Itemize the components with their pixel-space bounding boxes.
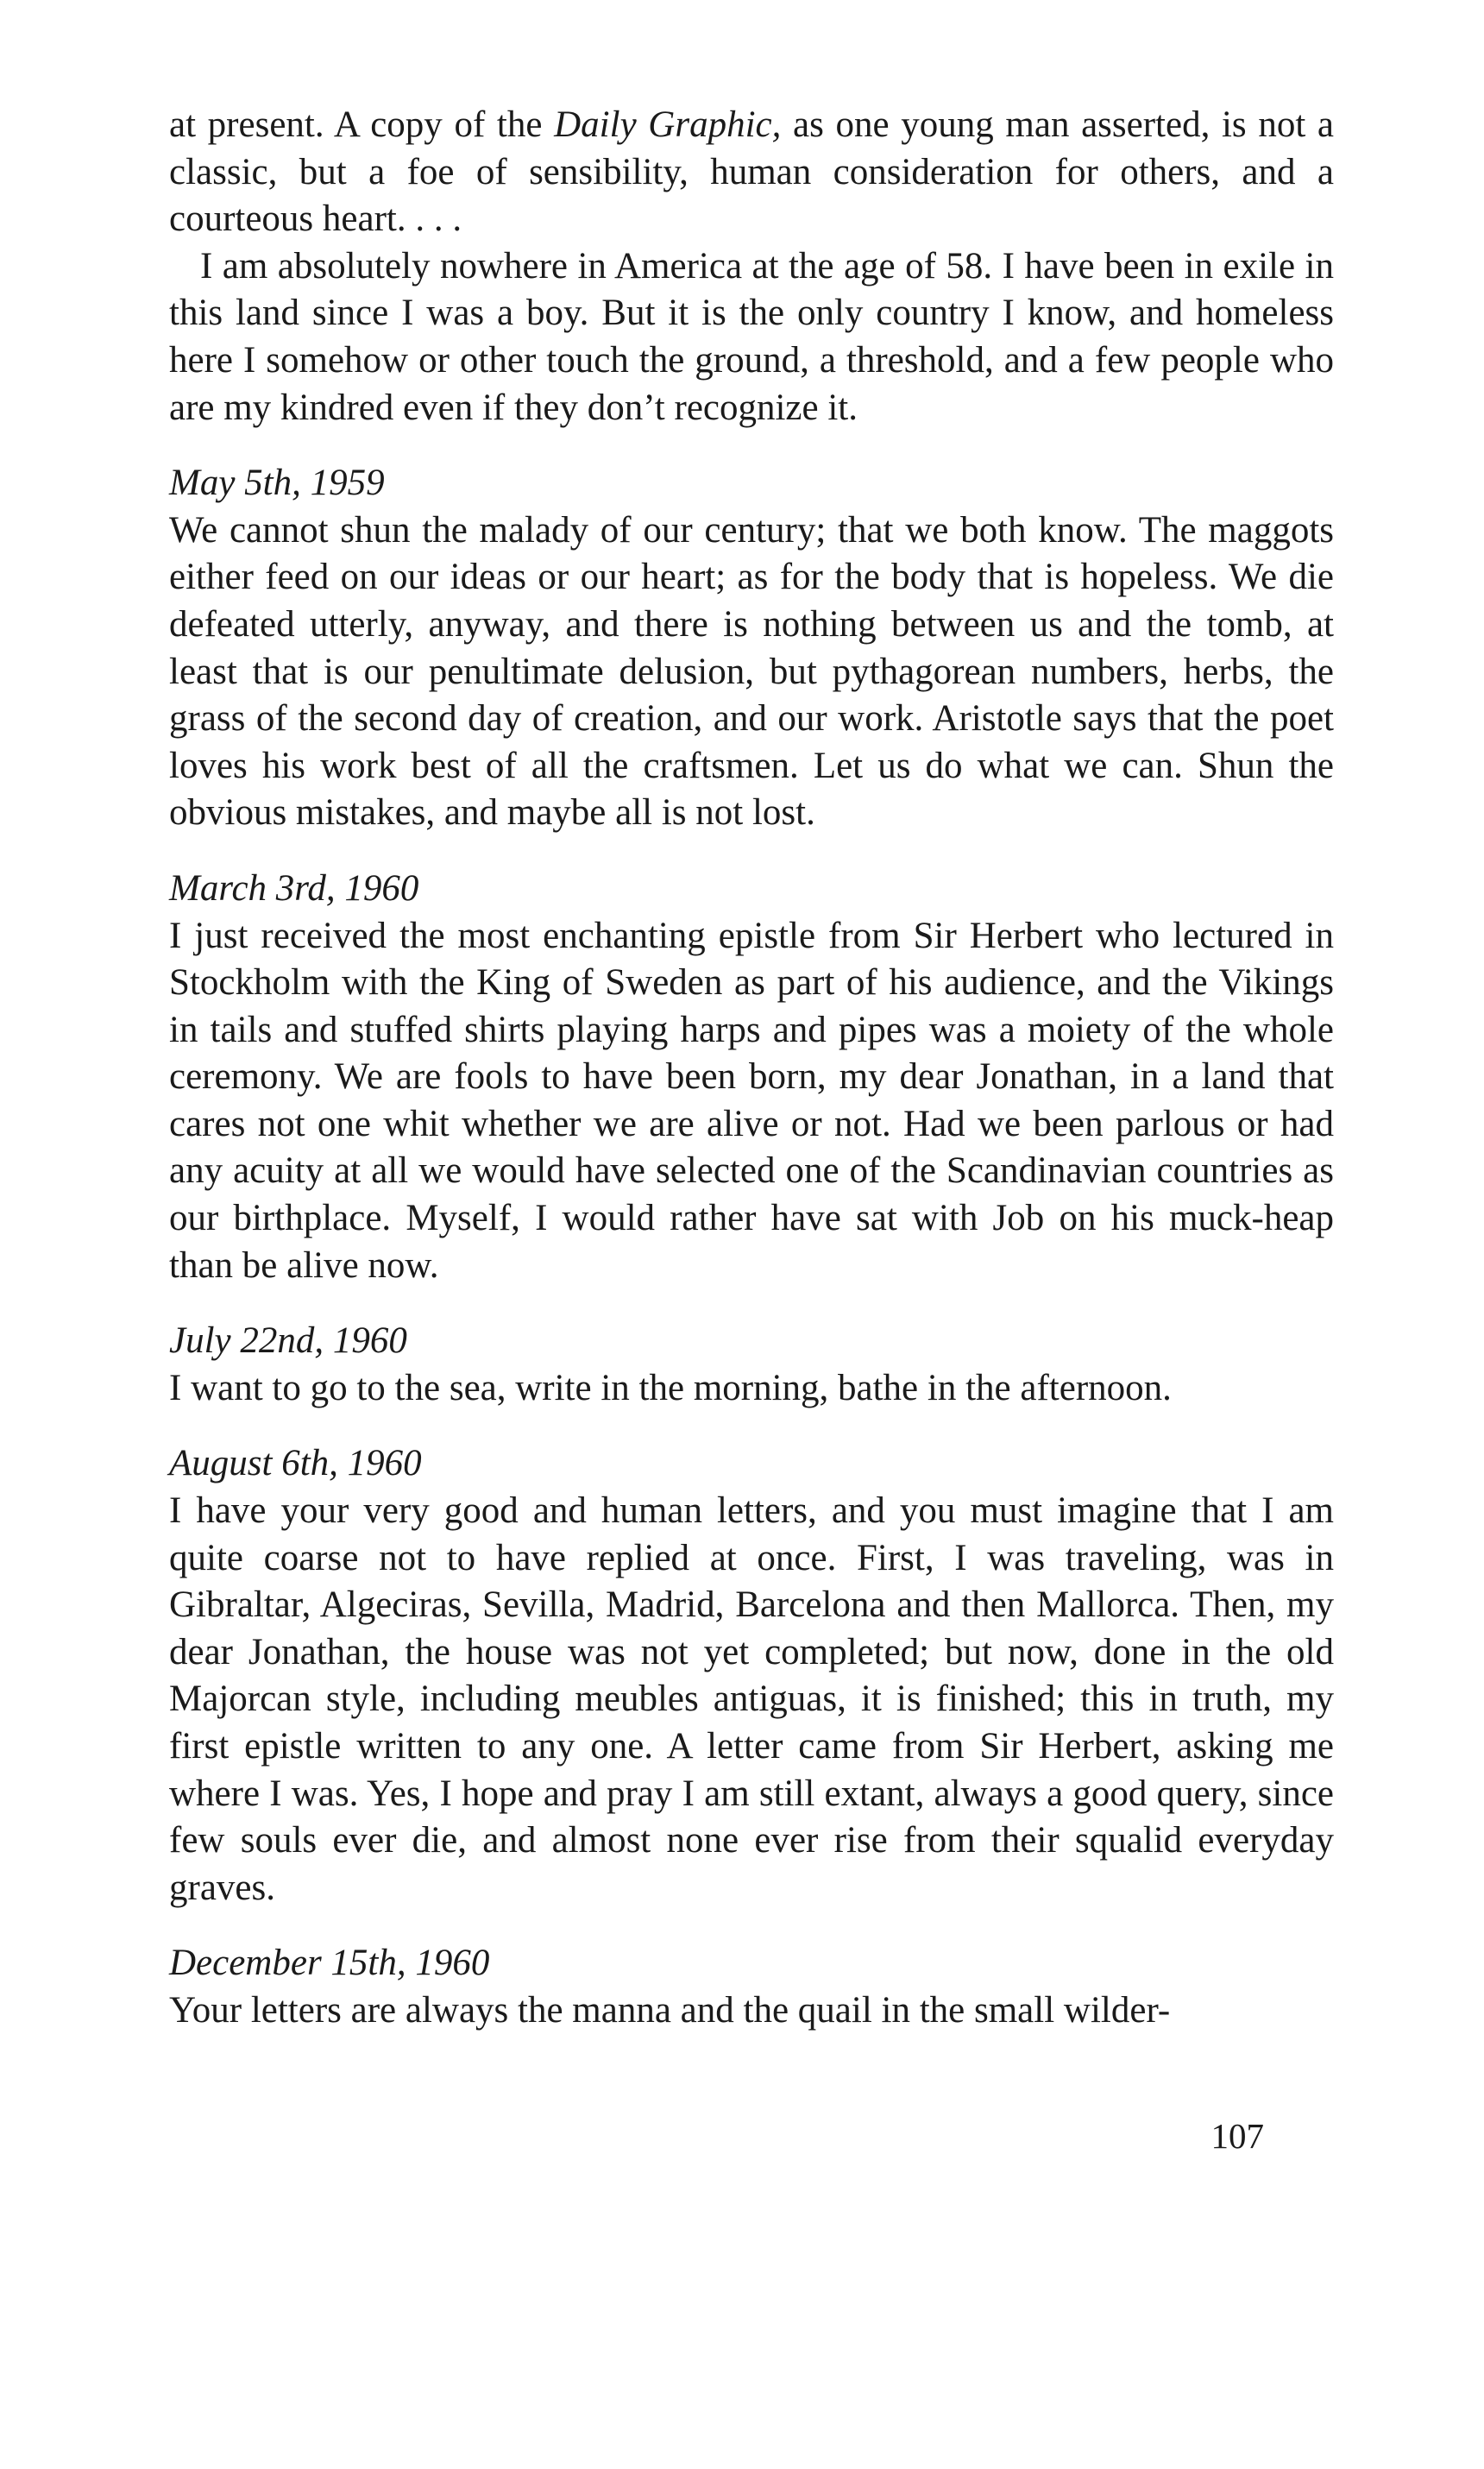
journal-entry bbox=[169, 1940, 1334, 2034]
page-number: 107 bbox=[1210, 2116, 1264, 2156]
opening-paragraph bbox=[169, 102, 1334, 243]
entry-date: May 5th, 1959 bbox=[169, 463, 385, 504]
entry-date: March 3rd, 1960 bbox=[169, 867, 419, 909]
entry-date: December 15th, 1960 bbox=[169, 1943, 490, 1984]
entry-text: I want to go to the sea, write in the morning, bathe in the afternoon. bbox=[169, 1367, 1172, 1408]
second-paragraph: I am absolutely nowhere in America at the age of 58. I have been in exile in this land since I was a boy. But it is the only country I know, and homeless here I somehow or other touch the ground, a threshold, and a few people who are my kindred even if they don’t recognize it. bbox=[169, 245, 1334, 428]
publication-title: Daily Graphic, bbox=[554, 104, 782, 145]
entry-date: July 22nd, 1960 bbox=[169, 1320, 407, 1362]
entry-text: I just received the most enchanting epistle from Sir Herbert who lectured in Stockholm with the King of Sweden as part of his audience, and the Vikings in tails and stuffed shirts playing harps and pipes was a moiety of the whole ceremony. We are fools to have been born, my dear Jonathan, in a land that cares not one whit whether we are alive or not. Had we been parlous or had any acuity at all we would have selected one of the Scandinavian countries as our birthplace. Myself, I would rather have sat with Job on his muck-heap than be alive now. bbox=[169, 915, 1334, 1286]
entry-text: I have your very good and human letters, and you must imagine that I am quite coarse not to have replied at once. First, I was traveling, was in Gibraltar, Algeciras, Sevilla, Madrid, Barcelona and then Mallorca. Then, my dear Jonathan, the house was not yet completed; but now, done in the old Majorcan style, including meubles antiguas, it is finished; this in truth, my first epistle written to any one. A letter came from Sir Herbert, asking me where I was. Yes, I hope and pray I am still extant, always a good query, since few souls ever die, and almost none ever rise from their squalid everyday graves. bbox=[169, 1490, 1334, 1908]
entry-date: August 6th, 1960 bbox=[169, 1443, 422, 1484]
journal-entry bbox=[169, 1318, 1334, 1412]
opening-text-start: at present. A copy of the bbox=[169, 104, 555, 145]
journal-entry bbox=[169, 1440, 1334, 1912]
entry-text: We cannot shun the malady of our century; that we both know. The maggots either feed on our ideas or our heart; as for the body that is hopeless. We die defeated utterly, anyway, and there is nothing between us and the tomb, at least that is our penultimate delusion, but pythagorean numbers, herbs, the grass of the second day of creation, and our work. Aristotle says that the poet loves his work best of all the craftsmen. Let us do what we can. Shun the obvious mistakes, and maybe all is not lost. bbox=[169, 509, 1334, 834]
opening-text-end: as one young man asserted, is not a classic, but a foe of sensibility, human consideration for others, and a courteous heart. . . . bbox=[169, 104, 1335, 240]
entry-text: Your letters are always the manna and the quail in the small wilder- bbox=[169, 1989, 1171, 2031]
journal-entry bbox=[169, 460, 1334, 837]
journal-entry bbox=[169, 866, 1334, 1289]
page-body bbox=[169, 102, 1334, 2035]
